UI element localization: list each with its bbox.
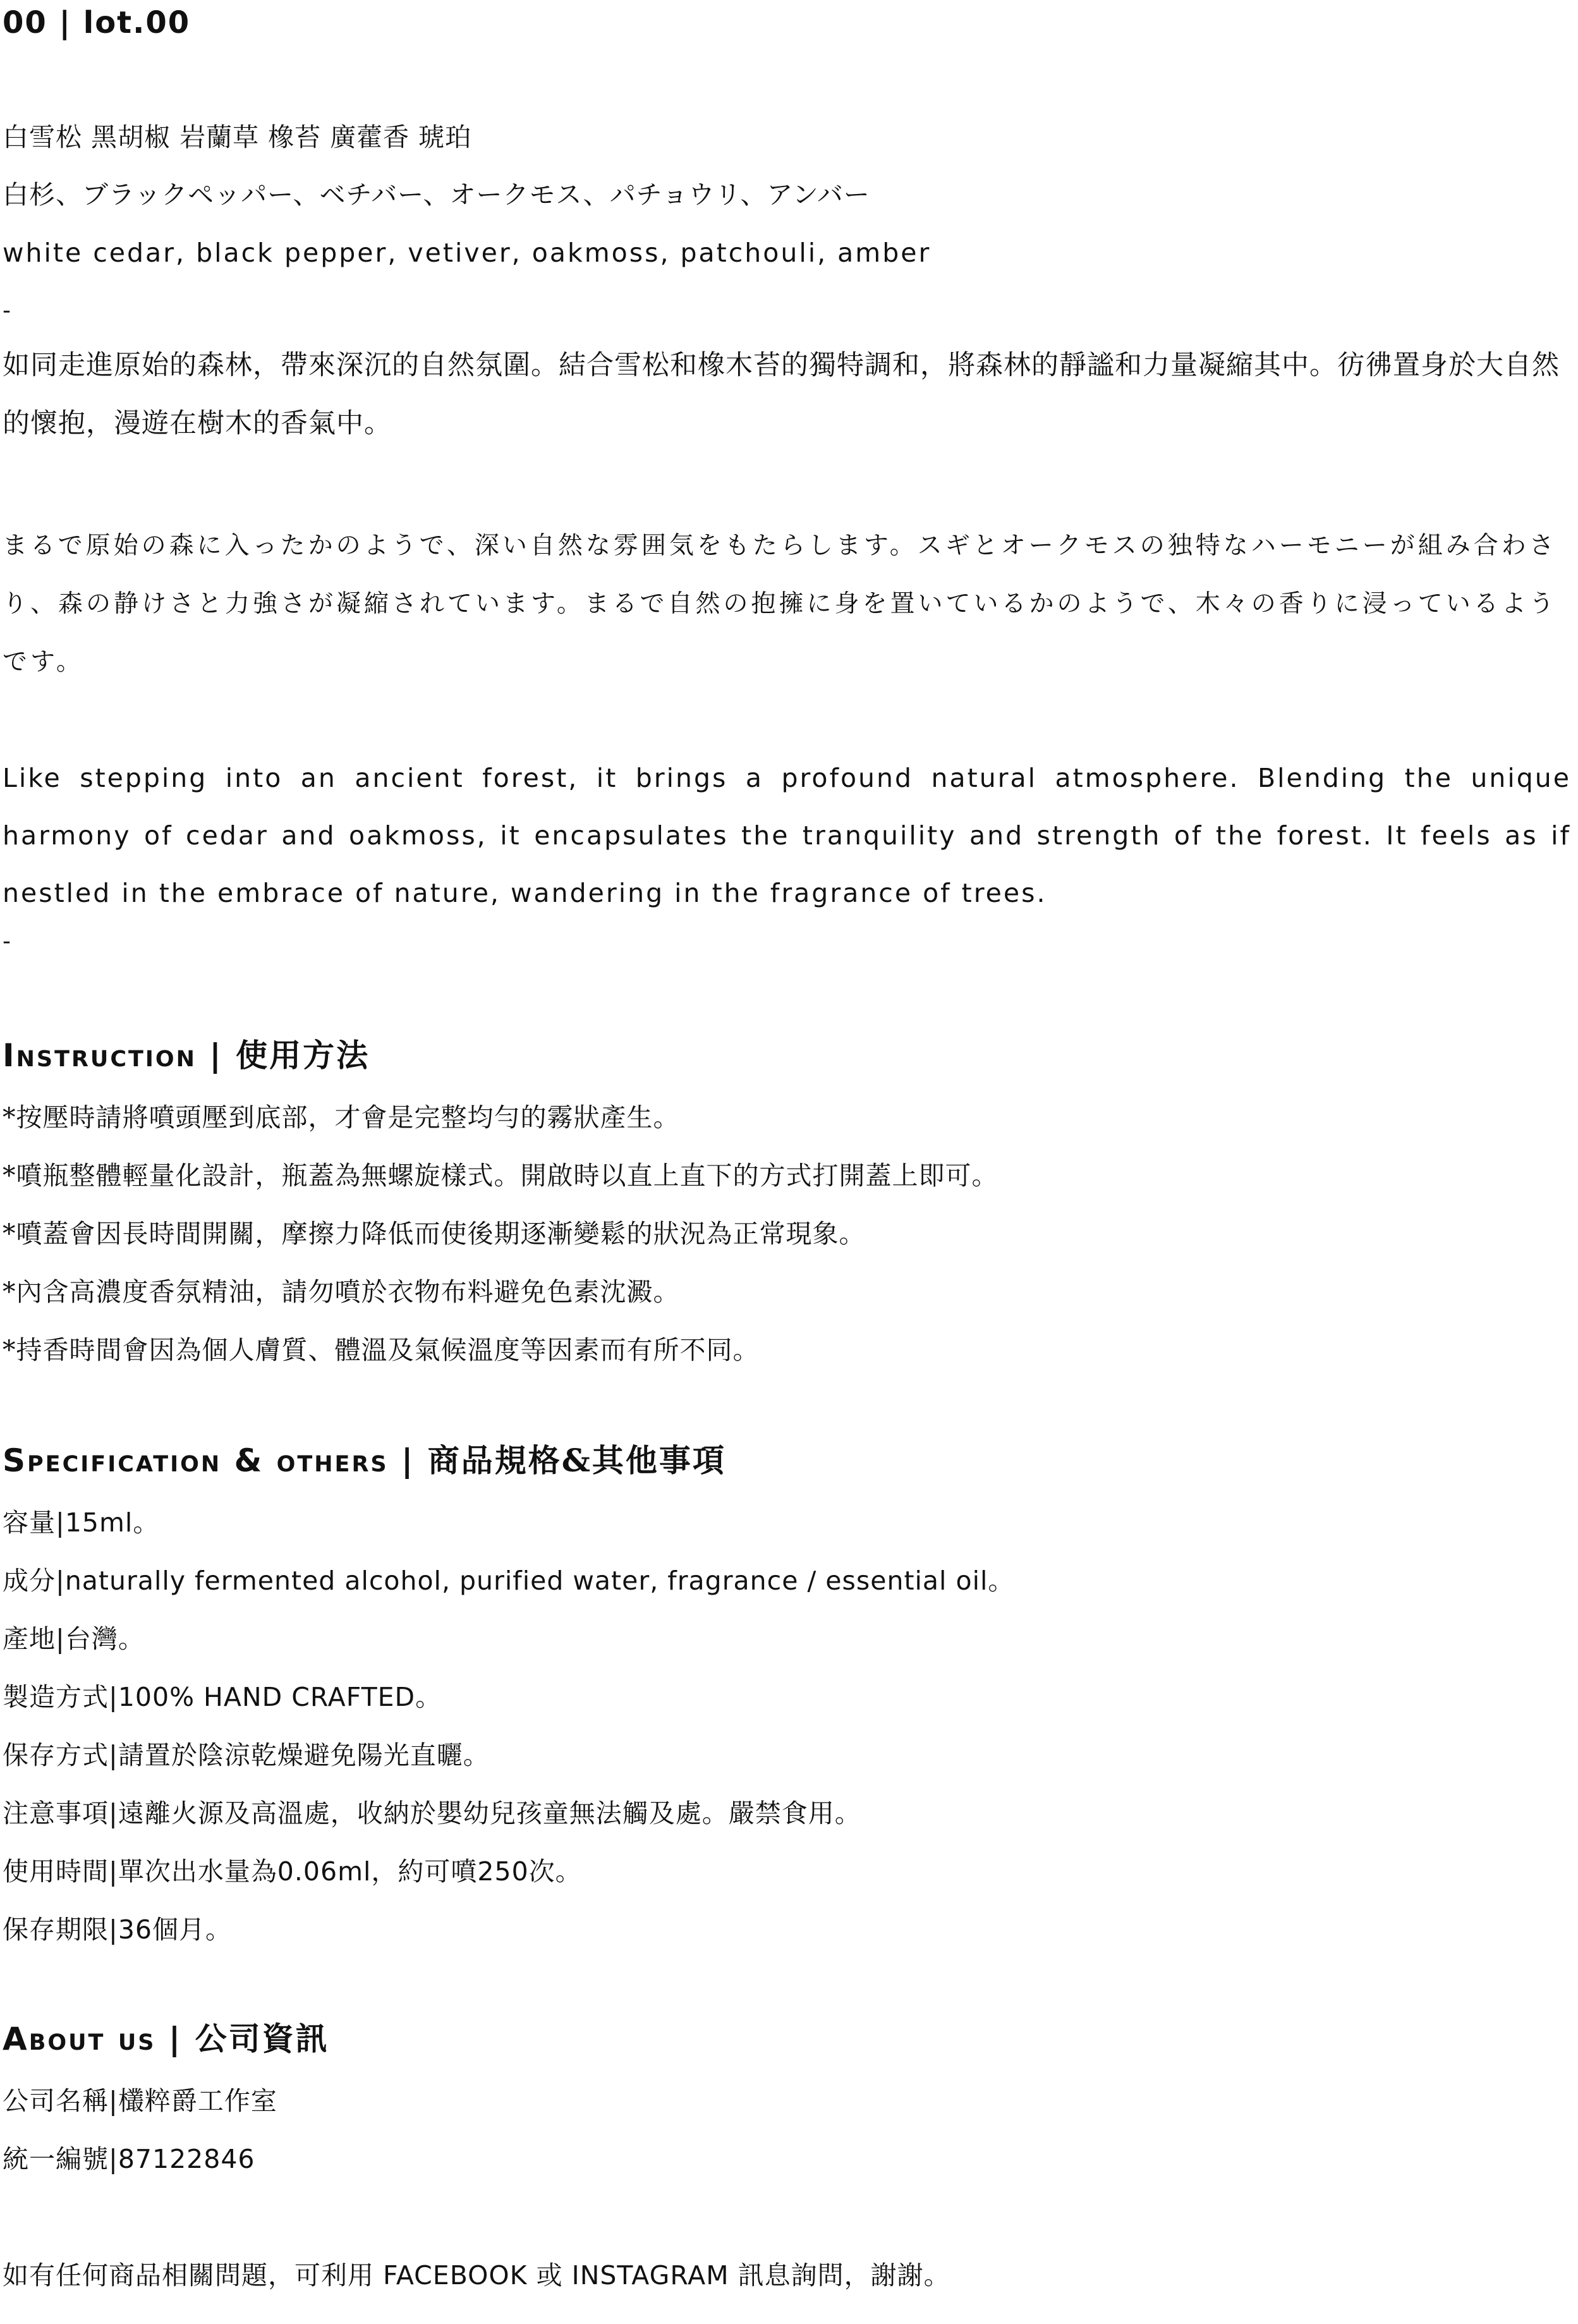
spec-item-ingredients: 成分|naturally fermented alcohol, purified water, fragrance / essential oil。 [3,1566,1015,1596]
instruction-heading-zh: 使用方法 [236,1037,370,1074]
about-item-company-name: 公司名稱|欉粹爵工作室 [3,2086,277,2116]
about-heading-en: About us [3,2021,156,2057]
heading-separator: | [401,1442,415,1479]
heading-separator: | [209,1037,223,1074]
separator-dash: - [3,928,11,954]
about-heading-zh: 公司資訊 [195,2020,329,2057]
spec-item-precautions: 注意事項|遠離火源及高溫處，收納於嬰幼兒孩童無法觸及處。嚴禁食用。 [3,1798,861,1828]
instruction-item: *內含高濃度香氛精油，請勿噴於衣物布料避免色素沈澱。 [3,1277,680,1307]
spec-item-storage: 保存方式|請置於陰涼乾燥避免陽光直曬。 [3,1740,490,1770]
description-en: Like stepping into an ancient forest, it brings a profound natural atmosphere. Blending the unique harmony of cedar and oakmoss, it encapsulates the tranquility and strength of the forest. It feels as if nestled in the embrace of nature, wandering in the fragrance of trees. [3,763,1571,908]
notes-ja: 白杉、ブラックペッパー、ベチバー、オークモス、パチョウリ、アンバー [3,179,870,210]
specification-heading [3,1442,726,1480]
specification-heading-en: Specification & others [3,1442,389,1479]
spec-item-origin: 產地|台灣。 [3,1624,145,1654]
instruction-heading [3,1037,370,1074]
about-heading [3,2020,329,2058]
instruction-item: *按壓時請將噴頭壓到底部，才會是完整均勻的霧狀產生。 [3,1102,680,1133]
notes-zh: 白雪松 黑胡椒 岩蘭草 橡苔 廣藿香 琥珀 [3,122,472,152]
about-item-tax-id: 統一編號|87122846 [3,2144,255,2174]
instruction-heading-en: Instruction [3,1037,197,1074]
notes-en: white cedar, black pepper, vetiver, oakmoss, patchouli, amber [3,238,932,268]
spec-item-usage: 使用時間|單次出水量為0.06ml，約可噴250次。 [3,1856,582,1887]
description-ja: まるで原始の森に入ったかのようで、深い自然な雰囲気をもたらします。スギとオークモスの独特なハーモニーが組み合わさり、森の静けさと力強さが凝縮されています。まるで自然の抱擁に身を置いているかのようで、木々の香りに浸っているようです。 [3,532,1557,676]
spec-item-shelf-life: 保存期限|36個月。 [3,1914,232,1945]
spec-item-capacity: 容量|15ml。 [3,1507,160,1538]
heading-separator: | [168,2021,183,2057]
footer-contact-note: 如有任何商品相關問題，可利用 FACEBOOK 或 INSTAGRAM 訊息詢問，謝謝。 [3,2260,950,2291]
spec-item-manufacturing: 製造方式|100% HAND CRAFTED。 [3,1682,442,1712]
separator-dash: - [3,298,11,324]
page-title: 00 | lot.00 [3,5,191,40]
instruction-item: *持香時間會因為個人膚質、體溫及氣候溫度等因素而有所不同。 [3,1335,760,1365]
specification-heading-zh: 商品規格&其他事項 [427,1442,726,1479]
description-zh: 如同走進原始的森林，帶來深沉的自然氛圍。結合雪松和橡木苔的獨特調和，將森林的靜謐和力量凝縮其中。彷彿置身於大自然的懷抱，漫遊在樹木的香氣中。 [3,350,1560,439]
instruction-item: *噴蓋會因長時間開關，摩擦力降低而使後期逐漸變鬆的狀況為正常現象。 [3,1219,866,1249]
instruction-item: *噴瓶整體輕量化設計，瓶蓋為無螺旋樣式。開啟時以直上直下的方式打開蓋上即可。 [3,1160,998,1191]
